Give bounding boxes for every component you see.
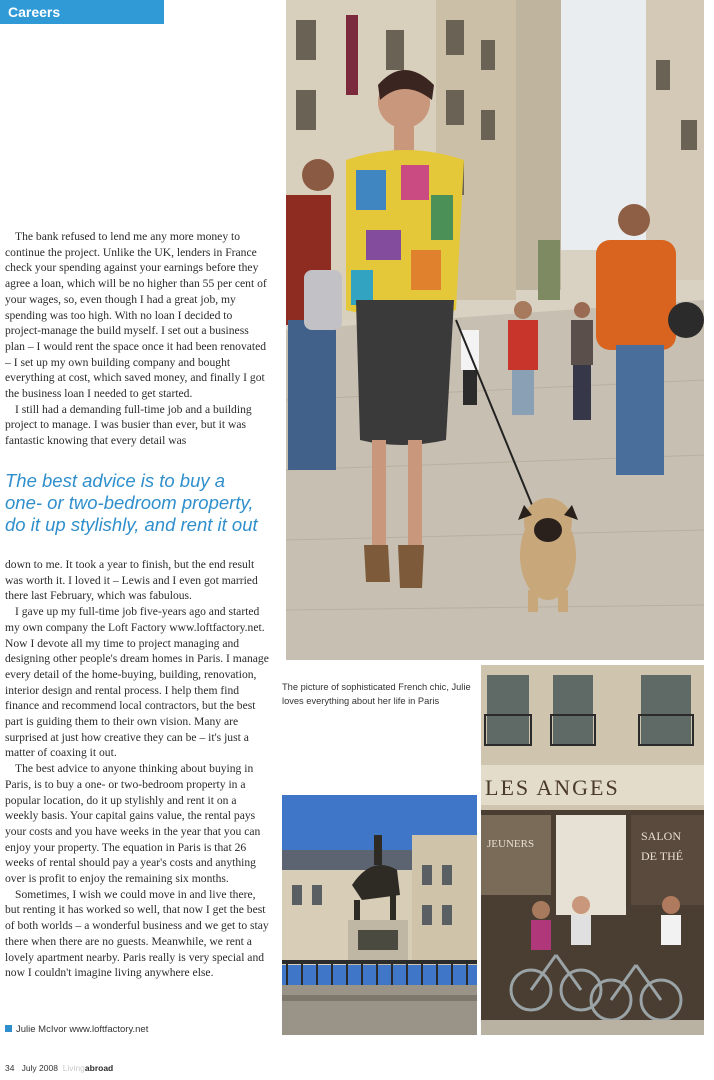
cafe-awning-left-text: JEUNERS — [487, 838, 535, 850]
article-paragraph: The bank refused to lend me any more money to continue the project. Unlike the UK, lenders in France check your spending against your earnings before they agree a loan, which will be no higher than 55 per cent of your wages, so, even though I had a great job, my spending was too high. With no loan I decided to project-manage the build myself. I set out a business plan – I would rent the space once it had been renovated – I set up my own building company and bought everything at cost, which saved money, and finally I got the business loan I needed to get started. — [5, 230, 267, 401]
cafe-scene-illustration — [481, 665, 704, 1035]
magazine-name-part2: abroad — [84, 1063, 114, 1073]
article-paragraph: I still had a demanding full-time job and a building project to manage. I was busier than ever, but it was fantastic knowing that every detail was — [5, 402, 252, 448]
photo-equestrian-statue — [282, 795, 477, 1035]
photo-woman-with-pug — [286, 0, 704, 660]
statue-scene-illustration — [282, 795, 477, 1035]
magazine-name-part1: Living — [62, 1063, 85, 1073]
article-column-bottom — [5, 557, 270, 981]
byline-square-icon — [5, 1025, 12, 1032]
page-footer — [5, 1063, 113, 1073]
cafe-awning-right-text-2: DE THÉ — [641, 849, 684, 863]
photo-cafe-les-anges — [481, 665, 704, 1035]
article-paragraph: The best advice to anyone thinking about buying in Paris, is to buy a one- or two-bedroom property in a popular location, do it up stylishly and rent it on a weekly basis. Your capital gains value, the rental pays your costs and you have weeks in the year that you can enjoy your property. The equation in Paris is that 26 weeks of rental should pay a year's costs and anything over is profit to enjoy the remaining six months. — [5, 762, 261, 886]
pull-quote: The best advice is to buy a one- or two-bedroom property, do it up stylishly, and rent it out — [5, 470, 258, 535]
issue-date: July 2008 — [21, 1063, 58, 1073]
article-paragraph: I gave up my full-time job five-years ago and started my own company the Loft Factory www.loftfactory.net. Now I devote all my time to project managing and designing other people's dream homes in Paris. I manage every detail of the home-buying, building, renovation, interior design and rental process. I help them find finance and recommend local contractors, but the best part is guiding them to their own vision. Many are surprised at just how creative they can be – it's just a matter of coaxing it out. — [5, 605, 269, 760]
section-tab: Careers — [0, 0, 164, 24]
street-scene-illustration — [286, 0, 704, 660]
cafe-sign-text: LES ANGES — [485, 775, 620, 800]
page-number: 34 — [5, 1063, 15, 1073]
byline-text: Julie McIvor www.loftfactory.net — [16, 1024, 149, 1035]
cafe-awning-right-text-1: SALON — [641, 829, 682, 843]
article-paragraph: down to me. It took a year to finish, but the end result was worth it. I loved it – Lewis and I even got married there last February, which was fabulous. — [5, 558, 258, 603]
article-column-top — [5, 229, 270, 449]
byline — [5, 1024, 148, 1035]
article-paragraph: Sometimes, I wish we could move in and live there, but renting it has worked so well, that now I get the best of both worlds – a wonderful business and we get to stay there when there are no guests. Meanwhile, we rent a lovely apartment nearby. Paris really is very special and now I couldn't imagine living anywhere else. — [5, 887, 269, 980]
photo-caption: The picture of sophisticated French chic, Julie loves everything about her life in Paris — [282, 682, 471, 706]
